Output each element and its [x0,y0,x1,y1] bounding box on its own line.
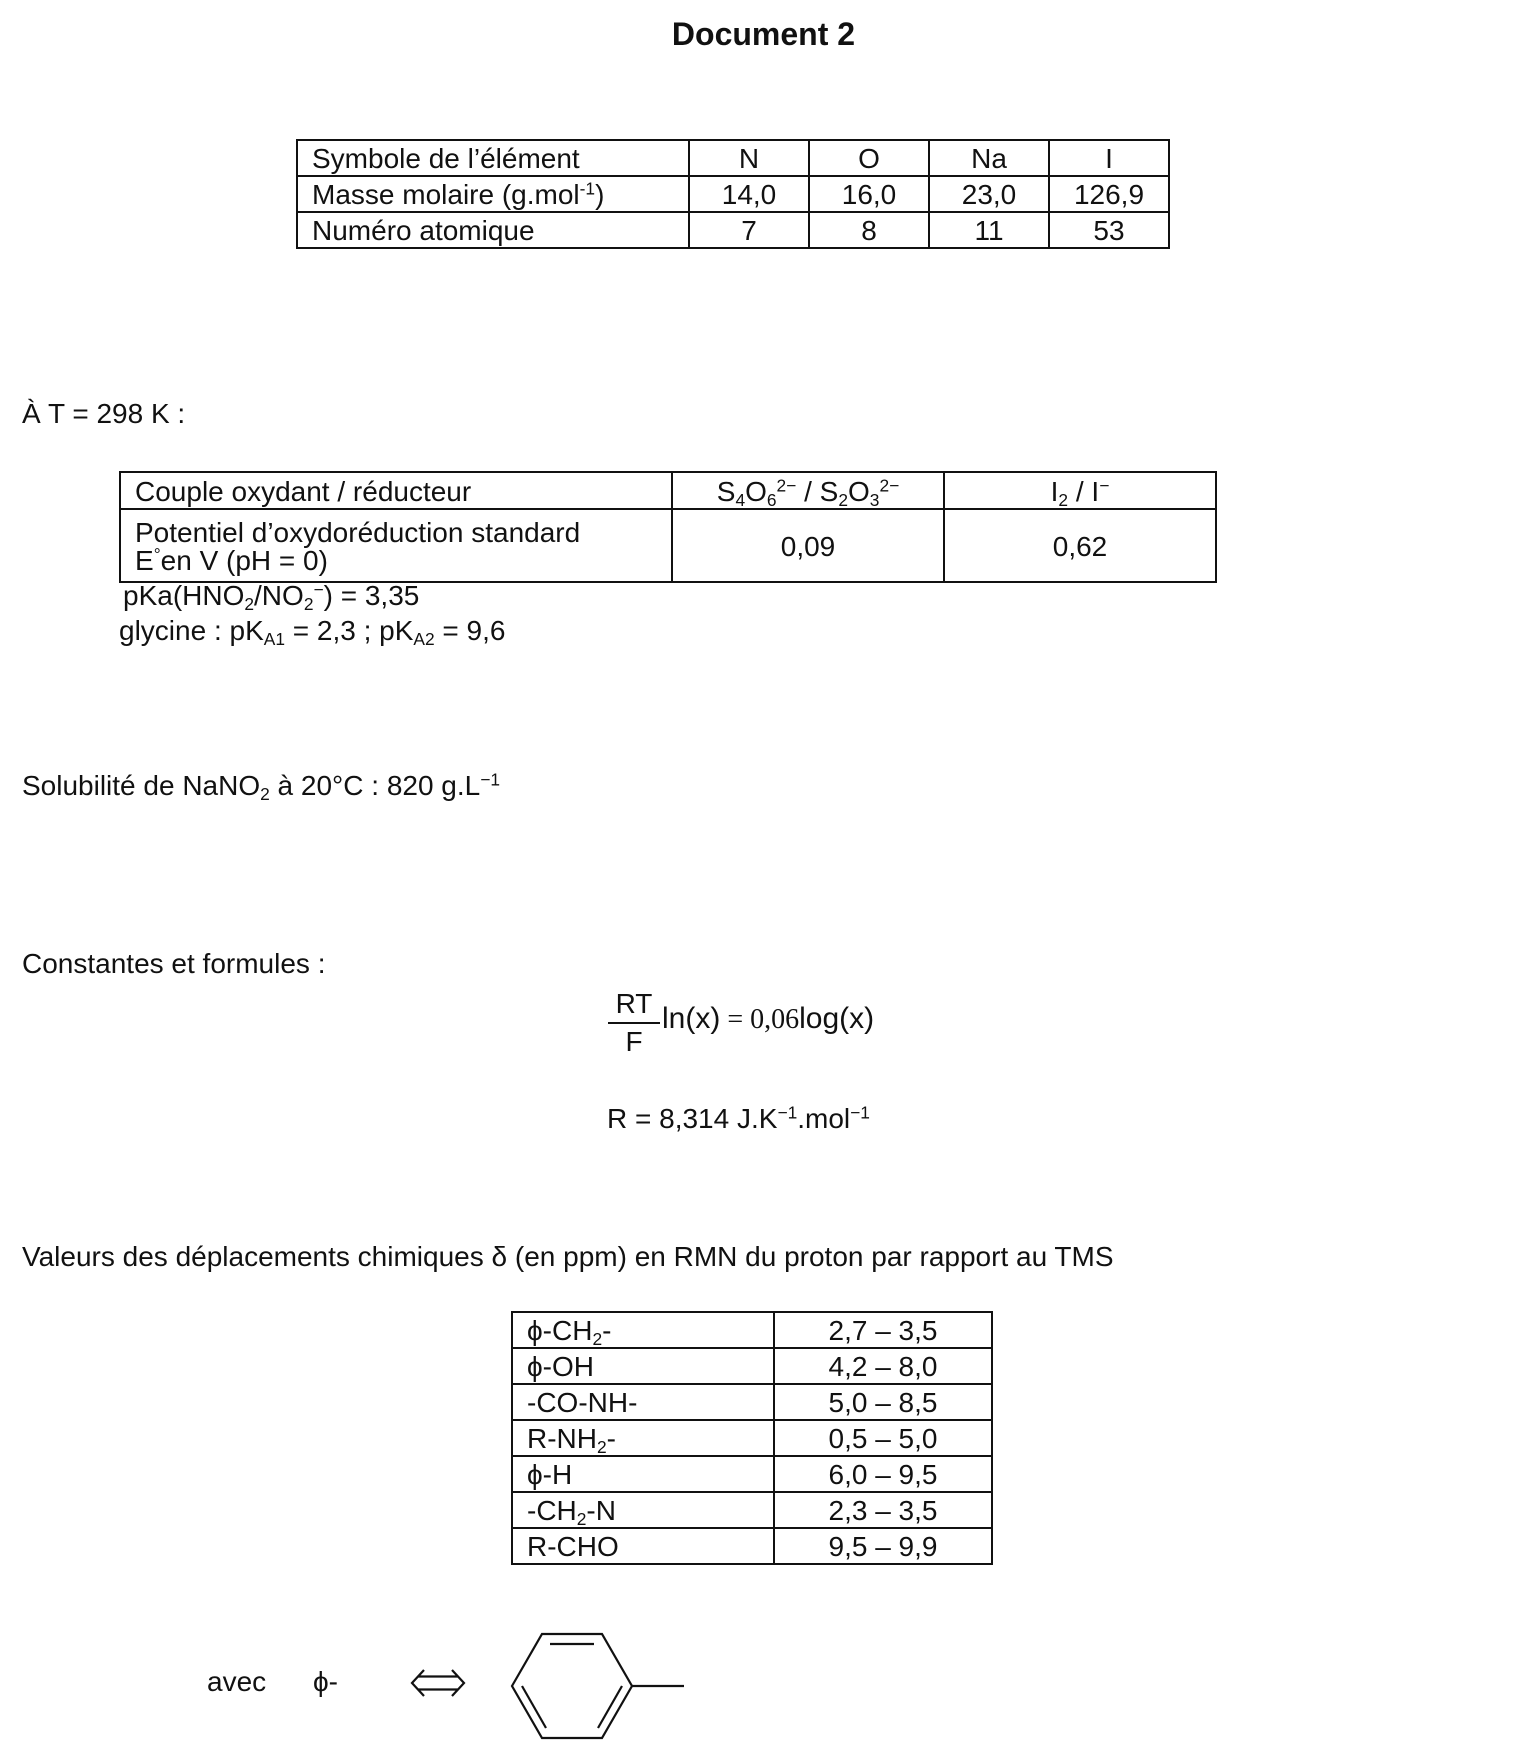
table-cell: -CO-NH- [512,1384,774,1420]
table-row [120,472,1216,509]
table-cell: O [809,140,929,176]
table-cell: Masse molaire (g.mol$^{-1}$) [297,176,689,212]
gas-constant-line: R = 8,314 $J.K^{-1}.mol^{-1}$ [607,1102,870,1134]
table-cell: $-CH_2-N$ [512,1492,774,1528]
formula-expression: ln(x) = 0,06log(x) [662,1002,875,1035]
table-row [512,1312,992,1348]
table-cell: Potentiel d’oxydoréduction standard E°en V (pH = 0) [120,509,672,582]
pka-line: $pKa(HNO_2/NO_2^-) = 3,35$ [123,579,420,614]
table-cell: 5,0 – 8,5 [774,1384,992,1420]
solubility-line: Solubilité de NaNO$_2$ à 20°C : 820 $g.L^{-1}$ [22,769,501,804]
table-cell: Couple oxydant / réducteur [120,472,672,509]
table-cell: $\phi-CH_2-$ [512,1312,774,1348]
nmr-heading: Valeurs des déplacements chimiques δ (en ppm) en RMN du proton par rapport au TMS [22,1241,1114,1272]
table-cell: 53 [1049,212,1169,248]
table-cell: 23,0 [929,176,1049,212]
double-arrow-icon [410,1666,466,1700]
table-row [120,509,1216,582]
phi-label: ϕ- [313,1666,339,1697]
table-cell: R-CHO [512,1528,774,1564]
table-cell: 6,0 – 9,5 [774,1456,992,1492]
temperature-line: À T = 298 K : [22,398,186,429]
table-cell: Symbole de l’élément [297,140,689,176]
table-cell: N [689,140,809,176]
table-row [512,1348,992,1384]
table-cell: I [1049,140,1169,176]
table-cell: ϕ-OH [512,1348,774,1384]
table-cell: Numéro atomique [297,212,689,248]
table-cell: 0,62 [944,509,1216,582]
fraction-denominator: F [625,1026,643,1057]
table-row [297,212,1169,248]
table-row [512,1420,992,1456]
table-cell: 14,0 [689,176,809,212]
table-cell: 2,7 – 3,5 [774,1312,992,1348]
table-cell: Na [929,140,1049,176]
nmr-table [511,1311,993,1565]
phenyl-structure-icon [500,1620,690,1750]
table-cell: 9,5 – 9,9 [774,1528,992,1564]
table-cell: $S_4O_6^{2-} / S_2O_3^{2-}$ [672,472,944,509]
table-cell: 8 [809,212,929,248]
glycine-line: glycine : $pK_{A1} = 2,3$ ; $pK_{A2} = 9,6$ [119,615,506,649]
redox-table [119,471,1217,583]
table-row [512,1528,992,1564]
table-cell: 0,5 – 5,0 [774,1420,992,1456]
formula-fraction [608,988,660,1058]
constants-heading: Constantes et formules : [22,948,326,979]
table-cell: 126,9 [1049,176,1169,212]
avec-label: avec [207,1666,267,1697]
table-cell: 7 [689,212,809,248]
table-cell: $R-NH_2-$ [512,1420,774,1456]
elements-table [296,139,1170,249]
table-cell: 2,3 – 3,5 [774,1492,992,1528]
table-row [512,1384,992,1420]
page-title: Document 2 [671,16,856,52]
table-cell: $I_2 / I^-$ [944,472,1216,509]
table-row [512,1456,992,1492]
table-cell: 4,2 – 8,0 [774,1348,992,1384]
table-row [512,1492,992,1528]
table-cell: 0,09 [672,509,944,582]
table-row [297,140,1169,176]
table-cell: 11 [929,212,1049,248]
fraction-numerator: RT [608,988,660,1024]
table-cell: 16,0 [809,176,929,212]
table-cell: ϕ-H [512,1456,774,1492]
table-row [297,176,1169,212]
